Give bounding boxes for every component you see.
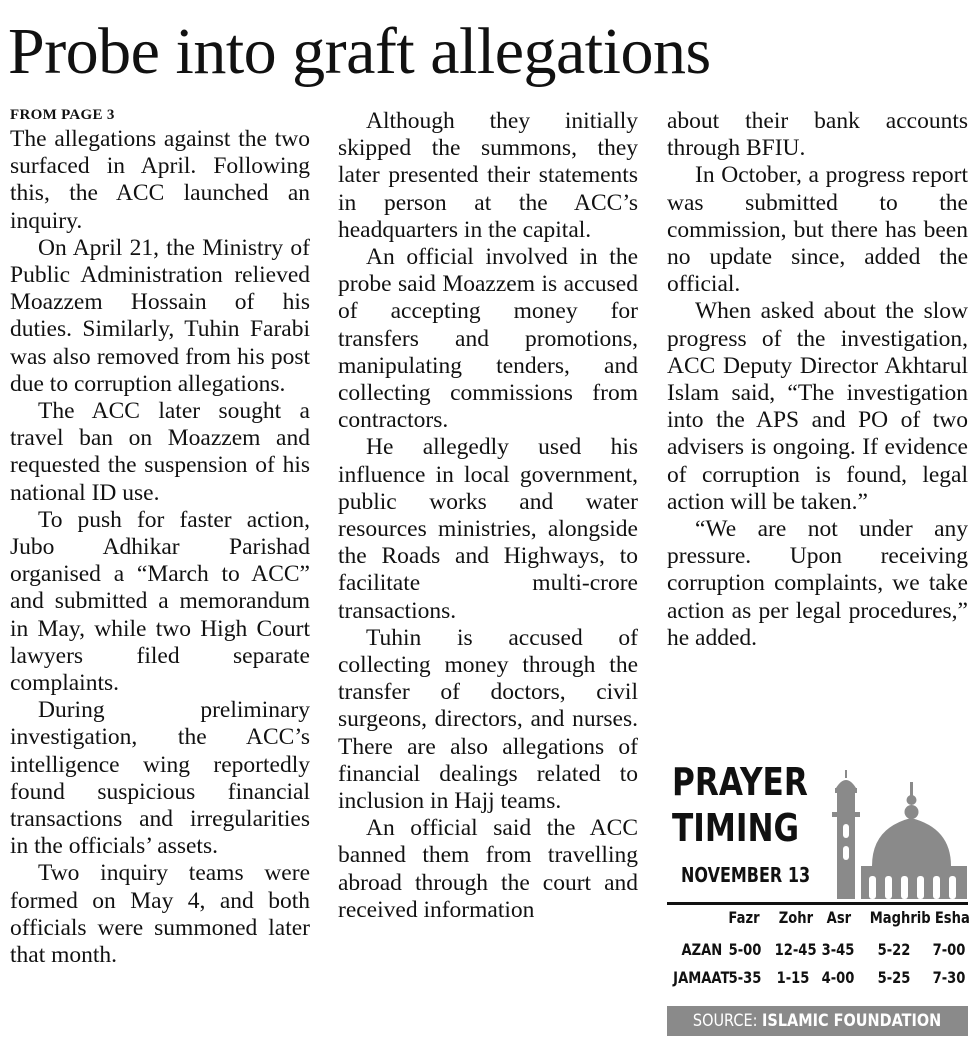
paragraph: During preliminary investigation, the ACC’s intelligence wing reportedly found suspicious financial transactions and irregularities in the officials’ assets. bbox=[10, 697, 310, 860]
azan-asr: 3-45 bbox=[821, 940, 855, 959]
jamaat-fazr: 5-35 bbox=[728, 968, 762, 987]
jamaat-label: JAMAAT bbox=[673, 968, 730, 987]
header-asr: Asr bbox=[826, 908, 852, 927]
paragraph: Although they initially skipped the summons, they later presented their statements in person at the ACC’s headquarters in the capital. bbox=[338, 108, 638, 243]
source-name: ISLAMIC FOUNDATION bbox=[762, 1011, 942, 1031]
azan-label: AZAN bbox=[681, 940, 723, 959]
jamaat-asr: 4-00 bbox=[821, 968, 855, 987]
azan-esha: 7-00 bbox=[932, 940, 966, 959]
jamaat-maghrib: 5-25 bbox=[877, 968, 911, 987]
azan-fazr: 5-00 bbox=[728, 940, 762, 959]
prayer-jamaat-row bbox=[667, 968, 968, 996]
article-column-3 bbox=[667, 108, 968, 652]
prayer-header-row bbox=[667, 908, 968, 936]
kicker: FROM PAGE 3 bbox=[10, 107, 115, 123]
header-maghrib: Maghrib bbox=[869, 908, 931, 927]
mosque-icon bbox=[827, 760, 968, 902]
paragraph: An official said the ACC banned them from travelling abroad through the court and received information bbox=[338, 815, 638, 923]
paragraph: To push for faster action, Jubo Adhikar Parishad organised a “March to ACC” and submitted a memorandum in May, while two High Court lawyers filed separate complaints. bbox=[10, 506, 310, 697]
jamaat-esha: 7-30 bbox=[932, 968, 966, 987]
header-zohr: Zohr bbox=[778, 908, 814, 927]
prayer-timing-box bbox=[667, 760, 968, 1045]
prayer-date: NOVEMBER 13 bbox=[681, 863, 811, 887]
paragraph: When asked about the slow progress of the investigation, ACC Deputy Director Akhtarul Islam said, “The investigation into the APS and PO of two advisers is ongoing. If evidence of corruption is found, legal action will be taken.” bbox=[667, 298, 968, 515]
prayer-azan-row bbox=[667, 940, 968, 968]
paragraph: On April 21, the Ministry of Public Administration relieved Moazzem Hossain of his duties. Similarly, Tuhin Farabi was also removed from his post due to corruption allegations. bbox=[10, 234, 310, 397]
azan-zohr: 12-45 bbox=[774, 940, 817, 959]
header-fazr: Fazr bbox=[728, 908, 760, 927]
prayer-title-line2: TIMING bbox=[672, 806, 800, 850]
paragraph: An official involved in the probe said Moazzem is accused of accepting money for transfers and promotions, manipulating tenders, and collecting commissions from contractors. bbox=[338, 244, 638, 434]
prayer-divider bbox=[667, 902, 968, 905]
article-column-1 bbox=[10, 104, 310, 969]
paragraph: Two inquiry teams were formed on May 4, and both officials were summoned later that month. bbox=[10, 860, 310, 969]
headline: Probe into graft allegations bbox=[8, 15, 711, 88]
prayer-source-bar bbox=[667, 1006, 968, 1036]
source-label: SOURCE: bbox=[693, 1011, 758, 1031]
paragraph: about their bank accounts through BFIU. bbox=[667, 108, 968, 162]
paragraph: In October, a progress report was submitted to the commission, but there has been no update since, added the official. bbox=[667, 162, 968, 298]
paragraph: He allegedly used his influence in local government, public works and water resources ministries, alongside the Roads and Highways, to facilitate multi-crore transactions. bbox=[338, 434, 638, 624]
paragraph: The allegations against the two surfaced in April. Following this, the ACC launched an inquiry. bbox=[10, 126, 310, 234]
paragraph: “We are not under any pressure. Upon receiving corruption complaints, we take action as per legal procedures,” he added. bbox=[667, 516, 968, 651]
prayer-title-line1: PRAYER bbox=[672, 760, 808, 804]
azan-maghrib: 5-22 bbox=[877, 940, 911, 959]
jamaat-zohr: 1-15 bbox=[776, 968, 810, 987]
header-esha: Esha bbox=[934, 908, 970, 927]
paragraph: Tuhin is accused of collecting money through the transfer of doctors, civil surgeons, directors, and nurses. There are also allegations of financial dealings related to inclusion in Hajj teams. bbox=[338, 624, 638, 815]
paragraph: The ACC later sought a travel ban on Moazzem and requested the suspension of his national ID use. bbox=[10, 398, 310, 506]
article-column-2 bbox=[338, 108, 638, 924]
